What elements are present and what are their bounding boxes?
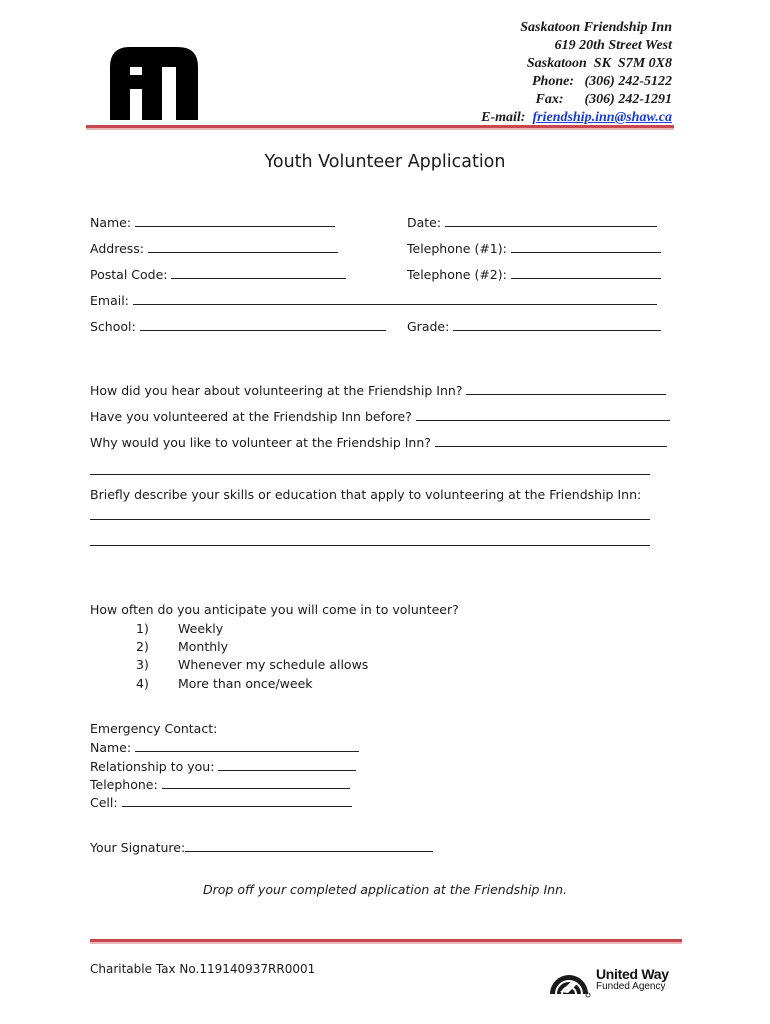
- email-field-label: Email:: [90, 293, 129, 308]
- question-frequency: [90, 602, 459, 617]
- question-skills-label: Briefly describe your skills or education that apply to volunteering at the Friendship Inn:: [90, 487, 642, 502]
- question-heard-input-line[interactable]: [466, 382, 666, 395]
- phone-value: (306) 242-5122: [584, 74, 672, 89]
- frequency-option[interactable]: [136, 676, 313, 691]
- emergency-heading: Emergency Contact:: [90, 721, 218, 736]
- frequency-option-label: More than once/week: [178, 676, 313, 691]
- emergency-relationship-label: Relationship to you:: [90, 759, 215, 774]
- footer-divider-shadow: [90, 942, 682, 944]
- postal-code-input-line[interactable]: [171, 266, 346, 279]
- emergency-relationship-field: [90, 758, 356, 774]
- united-way-tagline: Funded Agency: [596, 981, 666, 992]
- name-field: [90, 214, 335, 230]
- school-label: School:: [90, 319, 136, 334]
- emergency-relationship-input-line[interactable]: [218, 758, 356, 771]
- frequency-option-label: Monthly: [178, 639, 229, 654]
- question-why-input-line[interactable]: [435, 434, 667, 447]
- telephone1-label: Telephone (#1):: [407, 241, 507, 256]
- org-phone-line: [481, 73, 672, 91]
- friendship-inn-logo: [108, 45, 200, 120]
- emergency-cell-input-line[interactable]: [122, 794, 352, 807]
- telephone1-input-line[interactable]: [511, 240, 661, 253]
- address-label: Address:: [90, 241, 144, 256]
- frequency-option-number: 2): [136, 639, 149, 654]
- united-way-hand-icon: [546, 962, 592, 998]
- signature-field: [90, 839, 433, 855]
- question-volunteered-before-input-line[interactable]: [416, 408, 670, 421]
- grade-field: [407, 318, 661, 334]
- email-field: [90, 292, 657, 308]
- question-skills: [90, 487, 641, 502]
- question-why: [90, 434, 667, 450]
- fax-value: (306) 242-1291: [584, 92, 672, 107]
- united-way-logo: [546, 962, 694, 1000]
- address-field: [90, 240, 338, 256]
- skills-answer-line-2[interactable]: [90, 545, 650, 546]
- name-input-line[interactable]: [135, 214, 335, 227]
- frequency-option-number: 4): [136, 676, 149, 691]
- grade-label: Grade:: [407, 319, 450, 334]
- school-input-line[interactable]: [140, 318, 386, 331]
- org-fax-line: [481, 91, 672, 109]
- frequency-option-label: Whenever my schedule allows: [178, 657, 369, 672]
- frequency-option[interactable]: [136, 621, 223, 636]
- org-street: 619 20th Street West: [554, 38, 672, 53]
- question-volunteered-before-label: Have you volunteered at the Friendship Inn before?: [90, 409, 412, 424]
- frequency-option-label: Weekly: [178, 621, 224, 636]
- telephone2-input-line[interactable]: [511, 266, 661, 279]
- question-heard: [90, 382, 666, 398]
- question-heard-label: How did you hear about volunteering at the Friendship Inn?: [90, 383, 463, 398]
- charitable-tax-number: Charitable Tax No.119140937RR0001: [90, 962, 316, 976]
- email-link[interactable]: friendship.inn@shaw.ca: [532, 110, 672, 125]
- telephone2-field: [407, 266, 661, 282]
- question-frequency-label: How often do you anticipate you will come in to volunteer?: [90, 602, 459, 617]
- frequency-option[interactable]: [136, 657, 368, 672]
- signature-label: Your Signature:: [90, 840, 186, 855]
- emergency-telephone-input-line[interactable]: [162, 776, 350, 789]
- email-label: E-mail:: [481, 110, 526, 125]
- org-city: Saskatoon SK S7M 0X8: [526, 56, 672, 71]
- skills-answer-line-1[interactable]: [90, 519, 650, 520]
- frequency-option-number: 1): [136, 621, 149, 636]
- date-input-line[interactable]: [445, 214, 657, 227]
- frequency-option-number: 3): [136, 657, 149, 672]
- date-label: Date:: [407, 215, 442, 230]
- school-field: [90, 318, 386, 334]
- form-title: Youth Volunteer Application: [264, 152, 506, 172]
- emergency-cell-field: [90, 794, 352, 810]
- emergency-telephone-field: [90, 776, 350, 792]
- name-label: Name:: [90, 215, 132, 230]
- email-input-line[interactable]: [133, 292, 657, 305]
- header-divider-shadow: [86, 128, 674, 130]
- fax-label: Fax:: [535, 92, 564, 107]
- question-volunteered-before: [90, 408, 670, 424]
- grade-input-line[interactable]: [453, 318, 661, 331]
- dropoff-note: Drop off your completed application at the Friendship Inn.: [203, 882, 567, 897]
- phone-label: Phone:: [532, 74, 574, 89]
- telephone2-label: Telephone (#2):: [407, 267, 507, 282]
- organization-address: [481, 19, 672, 127]
- telephone1-field: [407, 240, 661, 256]
- signature-input-line[interactable]: [185, 839, 433, 852]
- org-name: Saskatoon Friendship Inn: [520, 20, 672, 35]
- emergency-name-label: Name:: [90, 740, 132, 755]
- question-why-extra-line[interactable]: [90, 474, 650, 475]
- emergency-name-input-line[interactable]: [135, 739, 359, 752]
- question-why-label: Why would you like to volunteer at the Friendship Inn?: [90, 435, 431, 450]
- emergency-cell-label: Cell:: [90, 795, 118, 810]
- date-field: [407, 214, 657, 230]
- united-way-name: United Way: [596, 966, 669, 982]
- postal-code-field: [90, 266, 346, 282]
- address-input-line[interactable]: [148, 240, 338, 253]
- postal-code-label: Postal Code:: [90, 267, 168, 282]
- emergency-name-field: [90, 739, 359, 755]
- frequency-option[interactable]: [136, 639, 228, 654]
- emergency-telephone-label: Telephone:: [90, 777, 158, 792]
